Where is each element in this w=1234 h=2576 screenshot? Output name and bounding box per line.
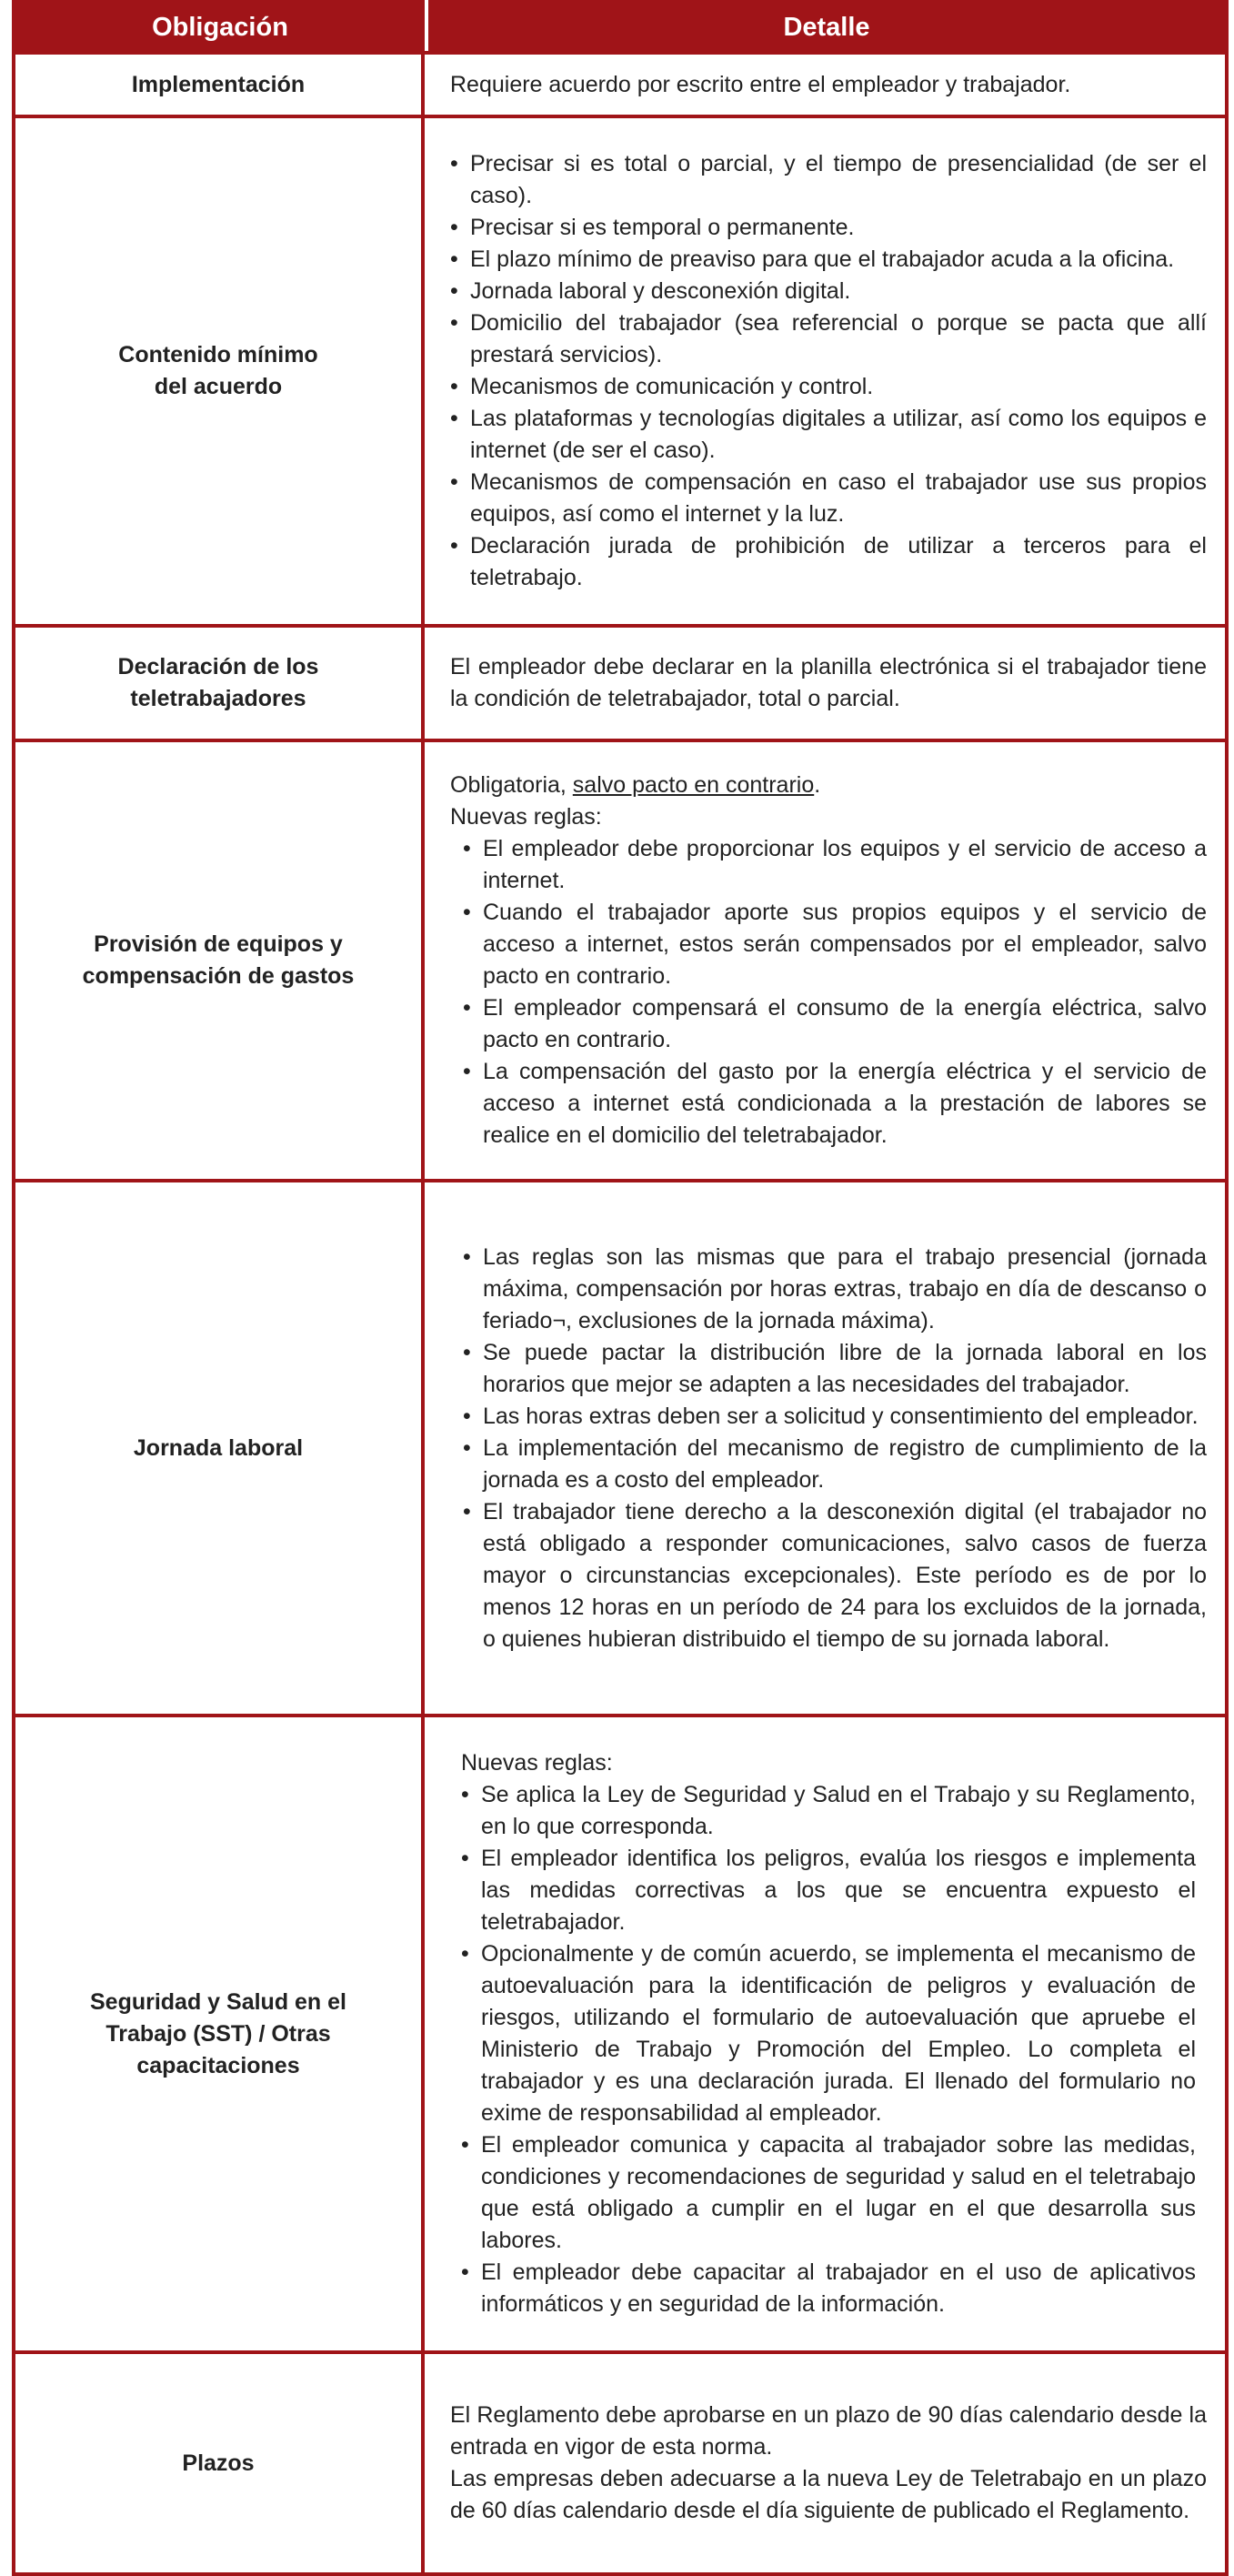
row-detail	[425, 1717, 1225, 2350]
row-label: Jornada laboral	[15, 1182, 425, 1714]
list-item: • Las reglas son las mismas que para el trabajo presencial (jornada máxima, compensación por horas extras, trabajo en día de descanso o feriado¬, exclusiones de la jornada máxima).	[463, 1242, 1207, 1337]
row-detail	[425, 1182, 1225, 1714]
bullet-list	[450, 833, 1207, 1152]
row-label	[15, 742, 425, 1179]
table-row-provision	[15, 739, 1225, 1179]
list-item: • Se puede pactar la distribución libre de la jornada laboral en los horarios que mejor se adapten a las necesidades del trabajador.	[463, 1337, 1207, 1401]
list-item: • El empleador debe capacitar al trabajador en el uso de aplicativos informáticos y en seguridad de la información.	[461, 2257, 1196, 2320]
list-item: • Jornada laboral y desconexión digital.	[450, 276, 1207, 307]
detail-subhead: Nuevas reglas:	[450, 804, 602, 830]
row-label-text: Provisión de equipos y compensación de gastos	[82, 931, 355, 989]
row-label	[15, 118, 425, 624]
list-item: • Opcionalmente y de común acuerdo, se implementa el mecanismo de autoevaluación para la identificación de peligros y evaluación de riesgos, utilizando el formulario de autoevaluación que apruebe el Ministerio de Trabajo y Promoción del Empleo. Lo completa el trabajador y es una declaración jurada. El llenado del formulario no exime de responsabilidad al empleador.	[461, 1938, 1196, 2129]
list-item: • Precisar si es total o parcial, y el tiempo de presencialidad (de ser el caso).	[450, 148, 1207, 212]
row-label: Plazos	[15, 2354, 425, 2572]
list-item: • La compensación del gasto por la energía eléctrica y el servicio de acceso a internet está condicionada a la prestación de labores se realice en el domicilio del teletrabajador.	[463, 1056, 1207, 1152]
row-label-text: Declaración de los teletrabajadores	[117, 654, 319, 711]
table-row-jornada	[15, 1179, 1225, 1714]
list-item: • Se aplica la Ley de Seguridad y Salud en el Trabajo y su Reglamento, en lo que corresponda.	[461, 1779, 1196, 1843]
row-detail	[425, 742, 1225, 1179]
list-item: • El trabajador tiene derecho a la desconexión digital (el trabajador no está obligado a responder comunicaciones, salvo casos de fuerza mayor o circunstancias excepcionales). Este período es de por lo menos 12 horas en un período de 24 para los excluidos de la jornada, o quienes hubieran distribuido el tiempo de su jornada laboral.	[463, 1496, 1207, 1655]
list-item: • Las horas extras deben ser a solicitud y consentimiento del empleador.	[463, 1401, 1207, 1433]
detail-text: Las empresas deben adecuarse a la nueva Ley de Teletrabajo en un plazo de 60 días calendario desde el día siguiente de publicado el Reglamento.	[450, 2466, 1207, 2523]
list-item: • El plazo mínimo de preaviso para que el trabajador acuda a la oficina.	[450, 244, 1207, 276]
bullet-list	[450, 148, 1207, 594]
detail-text: Requiere acuerdo por escrito entre el empleador y trabajador.	[450, 71, 1071, 97]
header-detalle: Detalle	[783, 12, 870, 42]
header-obligacion: Obligación	[15, 0, 428, 55]
bullet-list	[450, 1242, 1207, 1655]
detail-text: El empleador debe declarar en la planilla electrónica si el trabajador tiene la condición de teletrabajador, total o parcial.	[450, 654, 1207, 711]
intro-end: .	[814, 772, 821, 798]
list-item: • Precisar si es temporal o permanente.	[450, 212, 1207, 244]
list-item: • Domicilio del trabajador (sea referencial o porque se pacta que allí prestará servicios).	[450, 307, 1207, 371]
list-item: • Declaración jurada de prohibición de utilizar a terceros para el teletrabajo.	[450, 530, 1207, 594]
row-label: Implementación	[15, 55, 425, 115]
list-item: • El empleador compensará el consumo de la energía eléctrica, salvo pacto en contrario.	[463, 992, 1207, 1056]
list-item: • El empleador debe proporcionar los equipos y el servicio de acceso a internet.	[463, 833, 1207, 897]
list-item: • El empleador identifica los peligros, evalúa los riesgos e implementa las medidas correctivas a los que se encuentra expuesto el teletrabajador.	[461, 1843, 1196, 1938]
row-detail	[425, 628, 1225, 739]
intro-text: Obligatoria,	[450, 772, 573, 798]
row-detail	[425, 118, 1225, 624]
row-detail	[425, 55, 1225, 115]
row-detail	[425, 2354, 1225, 2572]
table-row-contenido	[15, 115, 1225, 624]
row-label	[15, 628, 425, 739]
detail-text: El Reglamento debe aprobarse en un plazo de 90 días calendario desde la entrada en vigor de esta norma.	[450, 2402, 1207, 2460]
table-row-sst	[15, 1714, 1225, 2350]
row-label-text: Contenido mínimo del acuerdo	[118, 342, 318, 399]
obligations-table	[12, 0, 1229, 2576]
table-header	[15, 0, 1225, 55]
row-label-text: Seguridad y Salud en el Trabajo (SST) / Otras capacitaciones	[89, 1988, 347, 2078]
detail-intro	[450, 770, 1207, 801]
list-item: • La implementación del mecanismo de registro de cumplimiento de la jornada es a costo del empleador.	[463, 1433, 1207, 1496]
list-item: • El empleador comunica y capacita al trabajador sobre las medidas, condiciones y recomendaciones de seguridad y salud en el teletrabajo que está obligado a cumplir en el lugar en el que desarrolla sus labores.	[461, 2129, 1196, 2257]
list-item: • Las plataformas y tecnologías digitales a utilizar, así como los equipos e internet (de ser el caso).	[450, 403, 1207, 467]
list-item: • Mecanismos de comunicación y control.	[450, 371, 1207, 403]
list-item: • Mecanismos de compensación en caso el trabajador use sus propios equipos, así como el internet y la luz.	[450, 467, 1207, 530]
detail-subhead: Nuevas reglas:	[461, 1750, 613, 1776]
intro-underlined: salvo pacto en contrario	[572, 772, 815, 798]
table-row-declaracion	[15, 624, 1225, 739]
list-item: • Cuando el trabajador aporte sus propios equipos y el servicio de acceso a internet, estos serán compensados por el empleador, salvo pacto en contrario.	[463, 897, 1207, 992]
row-label	[15, 1717, 425, 2350]
bullet-list	[461, 1779, 1196, 2320]
table-row-implementacion	[15, 51, 1225, 115]
table-row-plazos	[15, 2350, 1225, 2572]
